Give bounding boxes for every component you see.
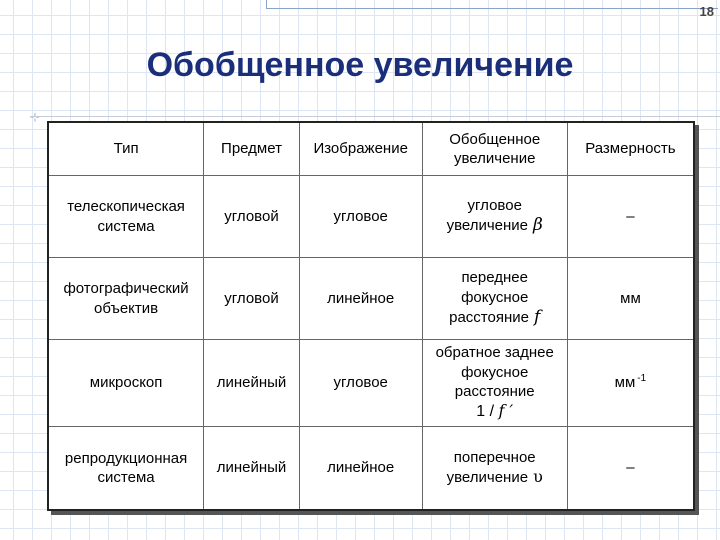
slide-number: 18 — [699, 4, 714, 19]
cell-generalized — [422, 427, 567, 511]
cell-image: линейное — [299, 258, 422, 340]
cell-object: линейный — [204, 427, 300, 511]
cell-type — [48, 427, 204, 511]
cell-dimension: мм — [567, 258, 694, 340]
formula-numerator: 1 / — [476, 403, 499, 421]
cell-generalized — [422, 258, 567, 340]
cell-object: угловой — [204, 176, 300, 258]
slide-title: Обобщенное увеличение — [146, 46, 574, 84]
upsilon-symbol: υ — [533, 467, 543, 487]
reciprocal-formula — [426, 401, 564, 422]
header-object: Предмет — [204, 122, 300, 176]
header-generalized-line2: увеличение — [453, 150, 536, 167]
beta-symbol: β — [533, 215, 543, 236]
cell-type-line2: система — [97, 217, 155, 235]
header-type: Тип — [48, 122, 204, 176]
title-crosshair-icon: ⊹ — [30, 110, 41, 124]
cell-generalized-line1: обратное заднее — [435, 344, 554, 362]
cell-type: микроскоп — [48, 340, 204, 427]
cell-generalized-line1: угловое — [467, 197, 522, 215]
table-row — [48, 340, 694, 427]
cell-image: угловое — [299, 340, 422, 427]
f-prime-symbol: f ′ — [498, 401, 514, 421]
header-dimension: Размерность — [567, 122, 694, 176]
cell-type — [48, 176, 204, 258]
cell-generalized-line2: фокусное — [461, 363, 529, 381]
cell-generalized-text: расстояние — [449, 308, 529, 326]
cell-type-line2: система — [97, 469, 155, 486]
cell-type — [48, 258, 204, 340]
header-image: Изображение — [299, 122, 422, 176]
cell-type-line1: телескопическая — [67, 198, 185, 216]
slide-corner-frame — [266, 0, 718, 9]
cell-dimension: – — [567, 427, 694, 511]
cell-type-line1: фотографический — [63, 280, 189, 298]
cell-generalized-text: увеличение — [446, 469, 529, 487]
cell-object: угловой — [204, 258, 300, 340]
cell-generalized-line3 — [426, 307, 564, 329]
header-generalized-line1: Обобщенное — [449, 130, 541, 148]
f-symbol: f — [533, 306, 541, 327]
cell-dimension: – — [567, 176, 694, 258]
cell-dimension — [567, 340, 694, 427]
cell-generalized-line2: фокусное — [461, 288, 529, 306]
cell-image: линейное — [299, 427, 422, 511]
generalized-magnification-table — [47, 121, 695, 511]
header-generalized-magnification — [422, 122, 567, 176]
cell-generalized — [422, 176, 567, 258]
cell-type-line2: объектив — [94, 299, 159, 317]
cell-dimension-unit: мм — [614, 374, 636, 392]
cell-generalized-line1: поперечное — [453, 449, 536, 467]
cell-generalized-line2 — [426, 215, 564, 237]
table-row — [48, 427, 694, 511]
table-row — [48, 176, 694, 258]
table-header-row — [48, 122, 694, 176]
cell-generalized-line2 — [426, 467, 564, 487]
cell-object: линейный — [204, 340, 300, 427]
title-underline — [30, 116, 720, 117]
cell-generalized-line3: расстояние — [454, 382, 535, 400]
cell-type-line1: репродукционная — [64, 449, 188, 467]
table-row — [48, 258, 694, 340]
cell-generalized-text: увеличение — [446, 217, 529, 235]
cell-dimension-exponent: -1 — [637, 373, 647, 385]
cell-image: угловое — [299, 176, 422, 258]
cell-generalized — [422, 340, 567, 427]
cell-generalized-line1: переднее — [461, 269, 528, 287]
